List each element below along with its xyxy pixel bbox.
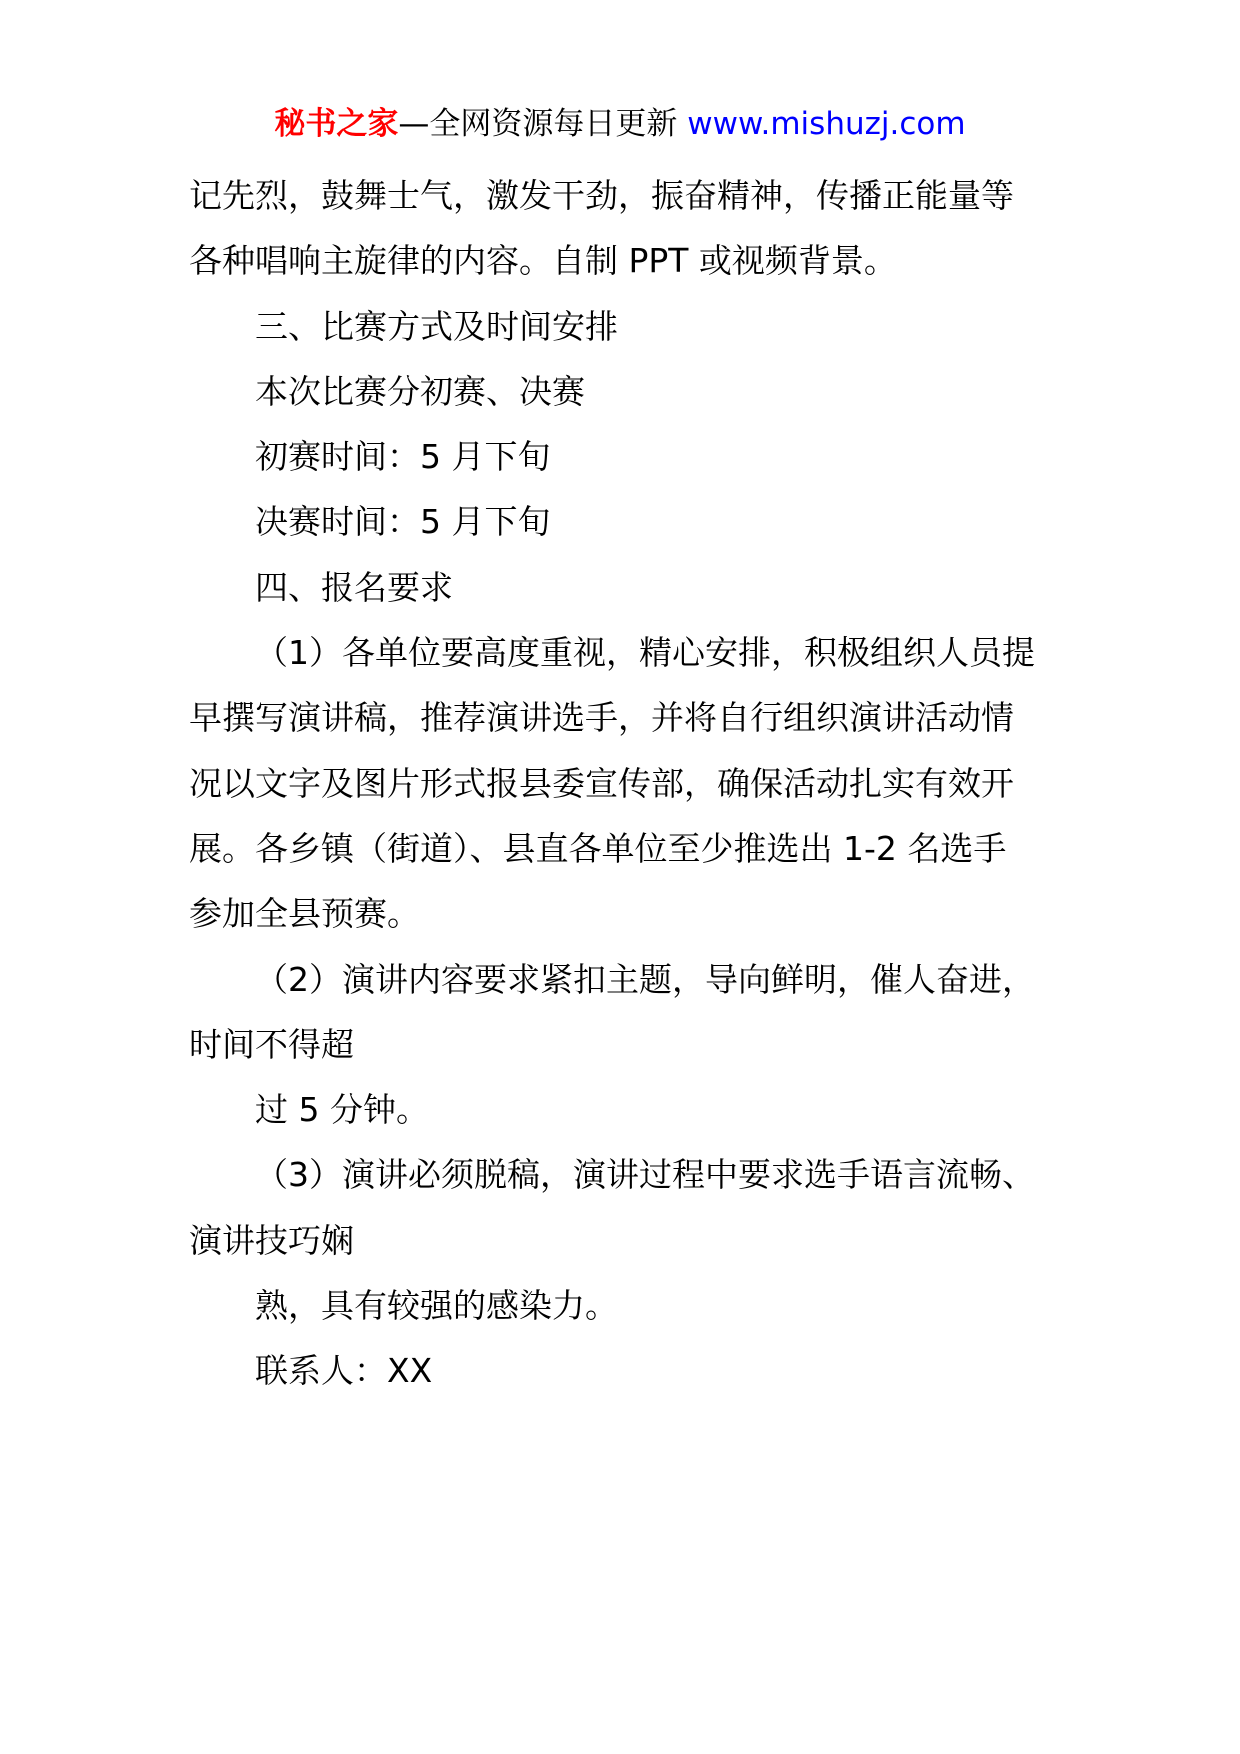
body-line: （3）演讲必须脱稿，演讲过程中要求选手语言流畅、 (255, 1155, 1035, 1195)
section-heading: 四、报名要求 (255, 567, 453, 607)
body-line: （1）各单位要高度重视，精心安排，积极组织人员提 (255, 633, 1035, 673)
body-line: 参加全县预赛。 (189, 894, 420, 934)
site-brand: 秘书之家 (274, 106, 399, 142)
body-line: 各种唱响主旋律的内容。自制 PPT 或视频背景。 (189, 241, 897, 281)
body-line: 决赛时间：5 月下旬 (255, 502, 551, 542)
body-line: 本次比赛分初赛、决赛 (255, 371, 585, 411)
body-line: 展。各乡镇（街道）、县直各单位至少推选出 1-2 名选手 (189, 828, 1007, 868)
body-line: 时间不得超 (189, 1024, 354, 1064)
body-line: 初赛时间：5 月下旬 (255, 437, 551, 477)
page-header (0, 100, 1240, 148)
body-line: 记先烈，鼓舞士气，激发干劲，振奋精神，传播正能量等 (189, 176, 1014, 215)
body-line: 熟，具有较强的感染力。 (255, 1286, 618, 1326)
document-body (189, 163, 1069, 1404)
body-line: 早撰写演讲稿，推荐演讲选手，并将自行组织演讲活动情 (189, 698, 1014, 738)
body-line: 过 5 分钟。 (255, 1090, 429, 1130)
body-line: 况以文字及图片形式报县委宣传部，确保活动扎实有效开 (189, 763, 1014, 803)
body-line: （2）演讲内容要求紧扣主题，导向鲜明，催人奋进， (255, 959, 1035, 999)
site-url-link[interactable]: www.mishuzj.com (687, 106, 966, 142)
section-heading: 三、比赛方式及时间安排 (255, 306, 618, 346)
site-tagline: —全网资源每日更新 (398, 106, 678, 142)
body-line: 演讲技巧娴 (189, 1220, 354, 1260)
contact-line: 联系人：XX (255, 1351, 433, 1391)
